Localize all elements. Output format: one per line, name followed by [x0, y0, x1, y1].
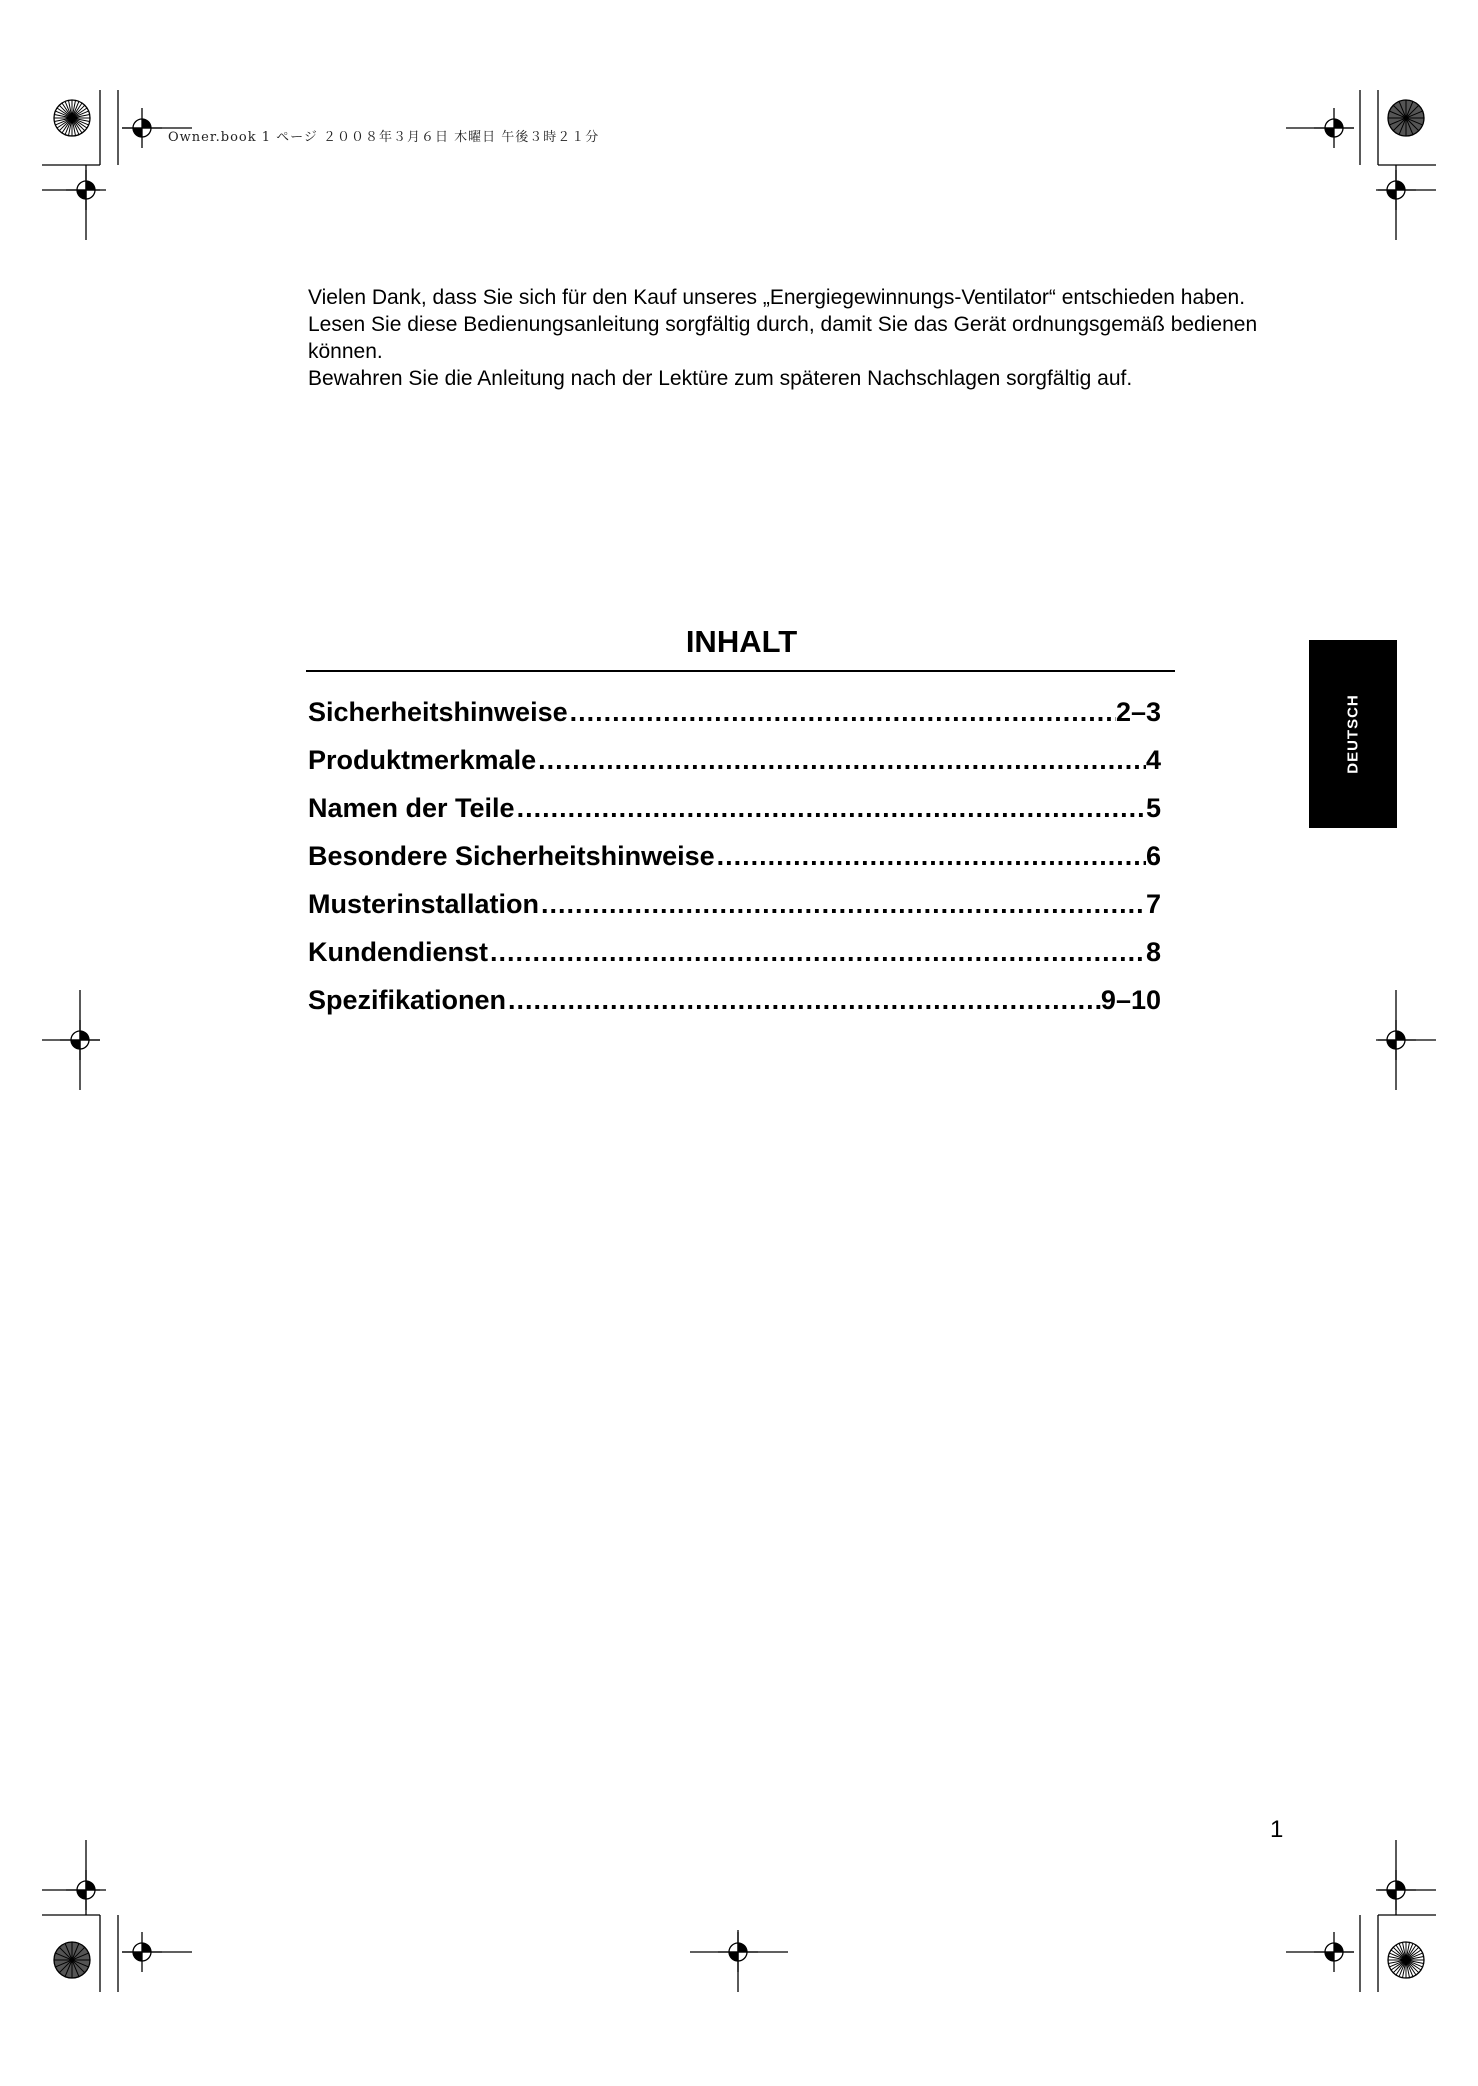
toc-entry-page: 9–10: [1100, 985, 1161, 1015]
toc-title: INHALT: [685, 624, 798, 659]
toc-entry[interactable]: [308, 937, 1161, 985]
intro-paragraph: Lesen Sie diese Bedienungsanleitung sorgfältig durch, damit Sie das Gerät ordnungsgemäß bedienen können.: [308, 313, 1258, 363]
toc-leader-dots: [568, 697, 1116, 728]
toc-divider: [306, 670, 1175, 672]
toc-entry[interactable]: [308, 745, 1161, 793]
toc-entry-page: 5: [1145, 793, 1161, 823]
toc-leader-dots: [539, 889, 1146, 920]
toc-entry-page: 4: [1145, 745, 1161, 775]
toc-entry-label: Musterinstallation: [308, 889, 540, 919]
toc-leader-dots: [715, 841, 1146, 872]
toc-entry-label: Sicherheitshinweise: [308, 697, 568, 727]
toc-entry[interactable]: [308, 985, 1161, 1033]
toc-entry-page: 8: [1145, 937, 1161, 967]
toc-entry[interactable]: [308, 841, 1161, 889]
toc-entry-label: Kundendienst: [308, 937, 488, 967]
print-header: Owner.book 1 ページ ２００８年３月６日 木曜日 午後３時２１分: [168, 130, 600, 145]
toc-entry-label: Besondere Sicherheitshinweise: [308, 841, 715, 871]
intro-paragraph: Vielen Dank, dass Sie sich für den Kauf unseres „Energiegewinnungs-Ventilator“ entschieden haben.: [308, 286, 1246, 309]
toc-leader-dots: [488, 937, 1146, 968]
toc-entry-page: 6: [1145, 841, 1161, 871]
toc-entry[interactable]: [308, 889, 1161, 937]
toc-leader-dots: [515, 793, 1146, 824]
page-number: 1: [1270, 1816, 1284, 1843]
toc-leader-dots: [536, 745, 1146, 776]
intro-text: [308, 284, 1288, 392]
toc-leader-dots: [506, 985, 1101, 1016]
toc-entry-label: Namen der Teile: [308, 793, 515, 823]
toc-entry[interactable]: [308, 793, 1161, 841]
intro-paragraph: Bewahren Sie die Anleitung nach der Lektüre zum späteren Nachschlagen sorgfältig auf.: [308, 367, 1133, 390]
table-of-contents: [308, 697, 1161, 1033]
language-tab: [1309, 640, 1397, 828]
toc-entry[interactable]: [308, 697, 1161, 745]
language-tab-label: DEUTSCH: [1344, 694, 1362, 774]
toc-entry-label: Spezifikationen: [308, 985, 507, 1015]
toc-entry-page: 7: [1145, 889, 1161, 919]
toc-entry-page: 2–3: [1115, 697, 1161, 727]
toc-entry-label: Produktmerkmale: [308, 745, 537, 775]
